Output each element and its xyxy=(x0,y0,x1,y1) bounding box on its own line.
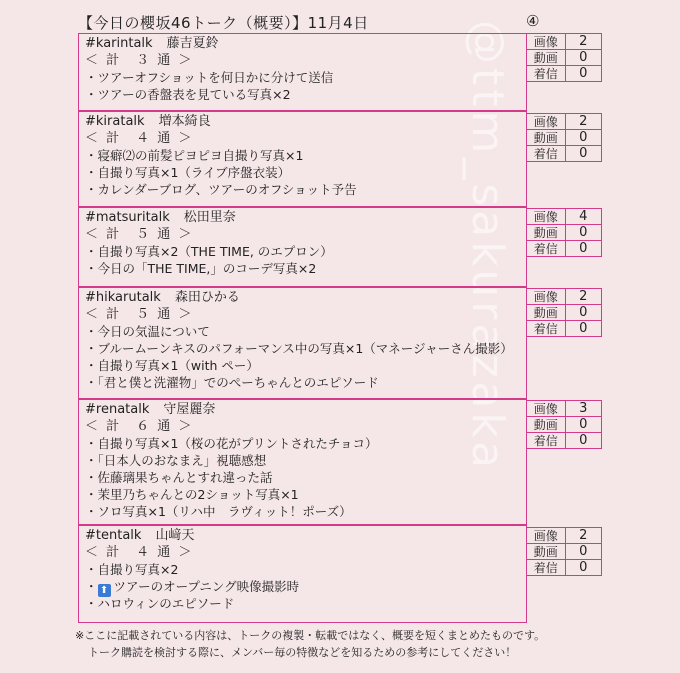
stat-label-images: 画像 xyxy=(527,34,566,50)
message-total: ＜ 計 ３ 通 ＞ xyxy=(85,53,194,68)
member-header xyxy=(85,402,520,419)
stat-value-videos: 0 xyxy=(565,417,601,433)
list-item: ・今日の気温について xyxy=(85,324,210,339)
list-item: ・茉里乃ちゃんとの2ショット写真×1 xyxy=(85,487,299,502)
stats-table-matsuri xyxy=(526,208,602,257)
list-item: ・自撮り写真×1（桜の花がプリントされたチョコ） xyxy=(85,436,378,451)
member-block-karin xyxy=(78,33,527,111)
stat-value-images: 2 xyxy=(565,114,601,130)
list-item: ・佐藤璃果ちゃんとすれ違った話 xyxy=(85,470,273,485)
member-block-hikaru xyxy=(78,287,527,399)
stat-label-videos: 動画 xyxy=(527,225,566,241)
stat-value-calls: 0 xyxy=(565,433,601,449)
stat-label-videos: 動画 xyxy=(527,305,566,321)
member-header xyxy=(85,528,520,545)
message-total: ＜ 計 ４ 通 ＞ xyxy=(85,131,194,146)
member-handle: #karintalk xyxy=(85,36,153,51)
stat-value-images: 3 xyxy=(565,401,601,417)
message-total: ＜ 計 ５ 通 ＞ xyxy=(85,227,194,242)
list-item: ・自撮り写真×1（with ペー） xyxy=(85,358,259,373)
message-total: ＜ 計 ６ 通 ＞ xyxy=(85,419,194,434)
member-header xyxy=(85,210,520,227)
stat-label-images: 画像 xyxy=(527,401,566,417)
page-number: ④ xyxy=(526,12,540,30)
list-item: ・ツアーの香盤表を見ている写真×2 xyxy=(85,87,291,102)
member-handle: #hikarutalk xyxy=(85,290,161,305)
list-item: ・ ⬆ ツアーのオープニング映像撮影時 xyxy=(85,579,300,596)
stats-table-rena xyxy=(526,400,602,449)
stat-value-videos: 0 xyxy=(565,305,601,321)
stat-value-calls: 0 xyxy=(565,560,601,576)
footer-note-2: トーク購読を検討する際に、メンバー毎の特徴などを知るための参考にしてください！ xyxy=(88,646,517,659)
list-item: ・自撮り写真×2（THE TIME, のエプロン） xyxy=(85,244,333,259)
stat-label-images: 画像 xyxy=(527,528,566,544)
stat-label-images: 画像 xyxy=(527,209,566,225)
stat-label-images: 画像 xyxy=(527,289,566,305)
list-item: ・自撮り写真×2 xyxy=(85,562,179,577)
stat-value-images: 2 xyxy=(565,34,601,50)
stat-value-videos: 0 xyxy=(565,544,601,560)
stat-value-calls: 0 xyxy=(565,146,601,162)
message-total: ＜ 計 ５ 通 ＞ xyxy=(85,307,194,322)
stat-label-calls: 着信 xyxy=(527,321,566,337)
stat-value-calls: 0 xyxy=(565,241,601,257)
list-item: ・寝癖⑵の前髪ピヨピヨ自撮り写真×1 xyxy=(85,148,304,163)
member-block-matsuri xyxy=(78,207,527,287)
member-handle: #tentalk xyxy=(85,528,142,543)
member-name: 守屋麗奈 xyxy=(163,402,216,417)
member-handle: #renatalk xyxy=(85,402,150,417)
list-item: ・ソロ写真×1（リハ中 ラヴィット！ポーズ） xyxy=(85,504,352,519)
stats-table-karin xyxy=(526,33,602,82)
list-item: ・今日の「THE TIME,」のコーデ写真×2 xyxy=(85,261,317,276)
member-name: 松田里奈 xyxy=(183,210,236,225)
list-item: ・カレンダーブログ、ツアーのオフショット予告 xyxy=(85,182,357,197)
stat-label-images: 画像 xyxy=(527,114,566,130)
member-name: 増本綺良 xyxy=(158,114,211,129)
stat-value-images: 2 xyxy=(565,528,601,544)
message-total: ＜ 計 ４ 通 ＞ xyxy=(85,545,194,560)
stat-label-calls: 着信 xyxy=(527,66,566,82)
list-item: ・ブルームーンキスのパフォーマンス中の写真×1（マネージャーさん撮影） xyxy=(85,341,513,356)
member-name: 山﨑天 xyxy=(155,528,195,543)
stat-value-images: 2 xyxy=(565,289,601,305)
list-item: ・「君と僕と洗濯物」でのぺーちゃんとのエピソード xyxy=(85,375,379,390)
member-handle: #matsuritalk xyxy=(85,210,170,225)
stat-label-videos: 動画 xyxy=(527,50,566,66)
stat-label-calls: 着信 xyxy=(527,241,566,257)
member-header xyxy=(85,36,520,53)
stat-label-calls: 着信 xyxy=(527,146,566,162)
stat-value-videos: 0 xyxy=(565,130,601,146)
stat-value-images: 4 xyxy=(565,209,601,225)
stat-label-videos: 動画 xyxy=(527,130,566,146)
member-header xyxy=(85,114,520,131)
stat-value-calls: 0 xyxy=(565,321,601,337)
member-name: 藤吉夏鈴 xyxy=(166,36,219,51)
stat-label-calls: 着信 xyxy=(527,560,566,576)
watermark: @ttm_sakurazaka xyxy=(462,20,513,473)
list-item: ・「日本人のおなまえ」視聴感想 xyxy=(85,453,267,468)
member-handle: #kiratalk xyxy=(85,114,145,129)
list-item: ・ツアーオフショットを何日かに分けて送信 xyxy=(85,70,334,85)
member-block-kira xyxy=(78,111,527,207)
up-arrow-icon: ⬆ xyxy=(98,584,111,597)
stats-table-kira xyxy=(526,113,602,162)
footer-note: ※ここに記載されている内容は、トークの複製・転載ではなく、概要を短くまとめたものです。 xyxy=(75,629,546,642)
stats-table-hikaru xyxy=(526,288,602,337)
list-item: ・ハロウィンのエピソード xyxy=(85,596,235,611)
stat-value-calls: 0 xyxy=(565,66,601,82)
stat-value-videos: 0 xyxy=(565,50,601,66)
member-block-rena xyxy=(78,399,527,525)
stat-label-videos: 動画 xyxy=(527,544,566,560)
member-block-ten xyxy=(78,525,527,623)
list-item: ・自撮り写真×1（ライブ序盤衣装） xyxy=(85,165,291,180)
stat-label-calls: 着信 xyxy=(527,433,566,449)
stats-table-ten xyxy=(526,527,602,576)
member-header xyxy=(85,290,520,307)
stat-value-videos: 0 xyxy=(565,225,601,241)
member-name: 森田ひかる xyxy=(174,290,240,305)
stat-label-videos: 動画 xyxy=(527,417,566,433)
page-title: 【今日の櫻坂46トーク（概要）】11月4日 xyxy=(78,14,369,32)
